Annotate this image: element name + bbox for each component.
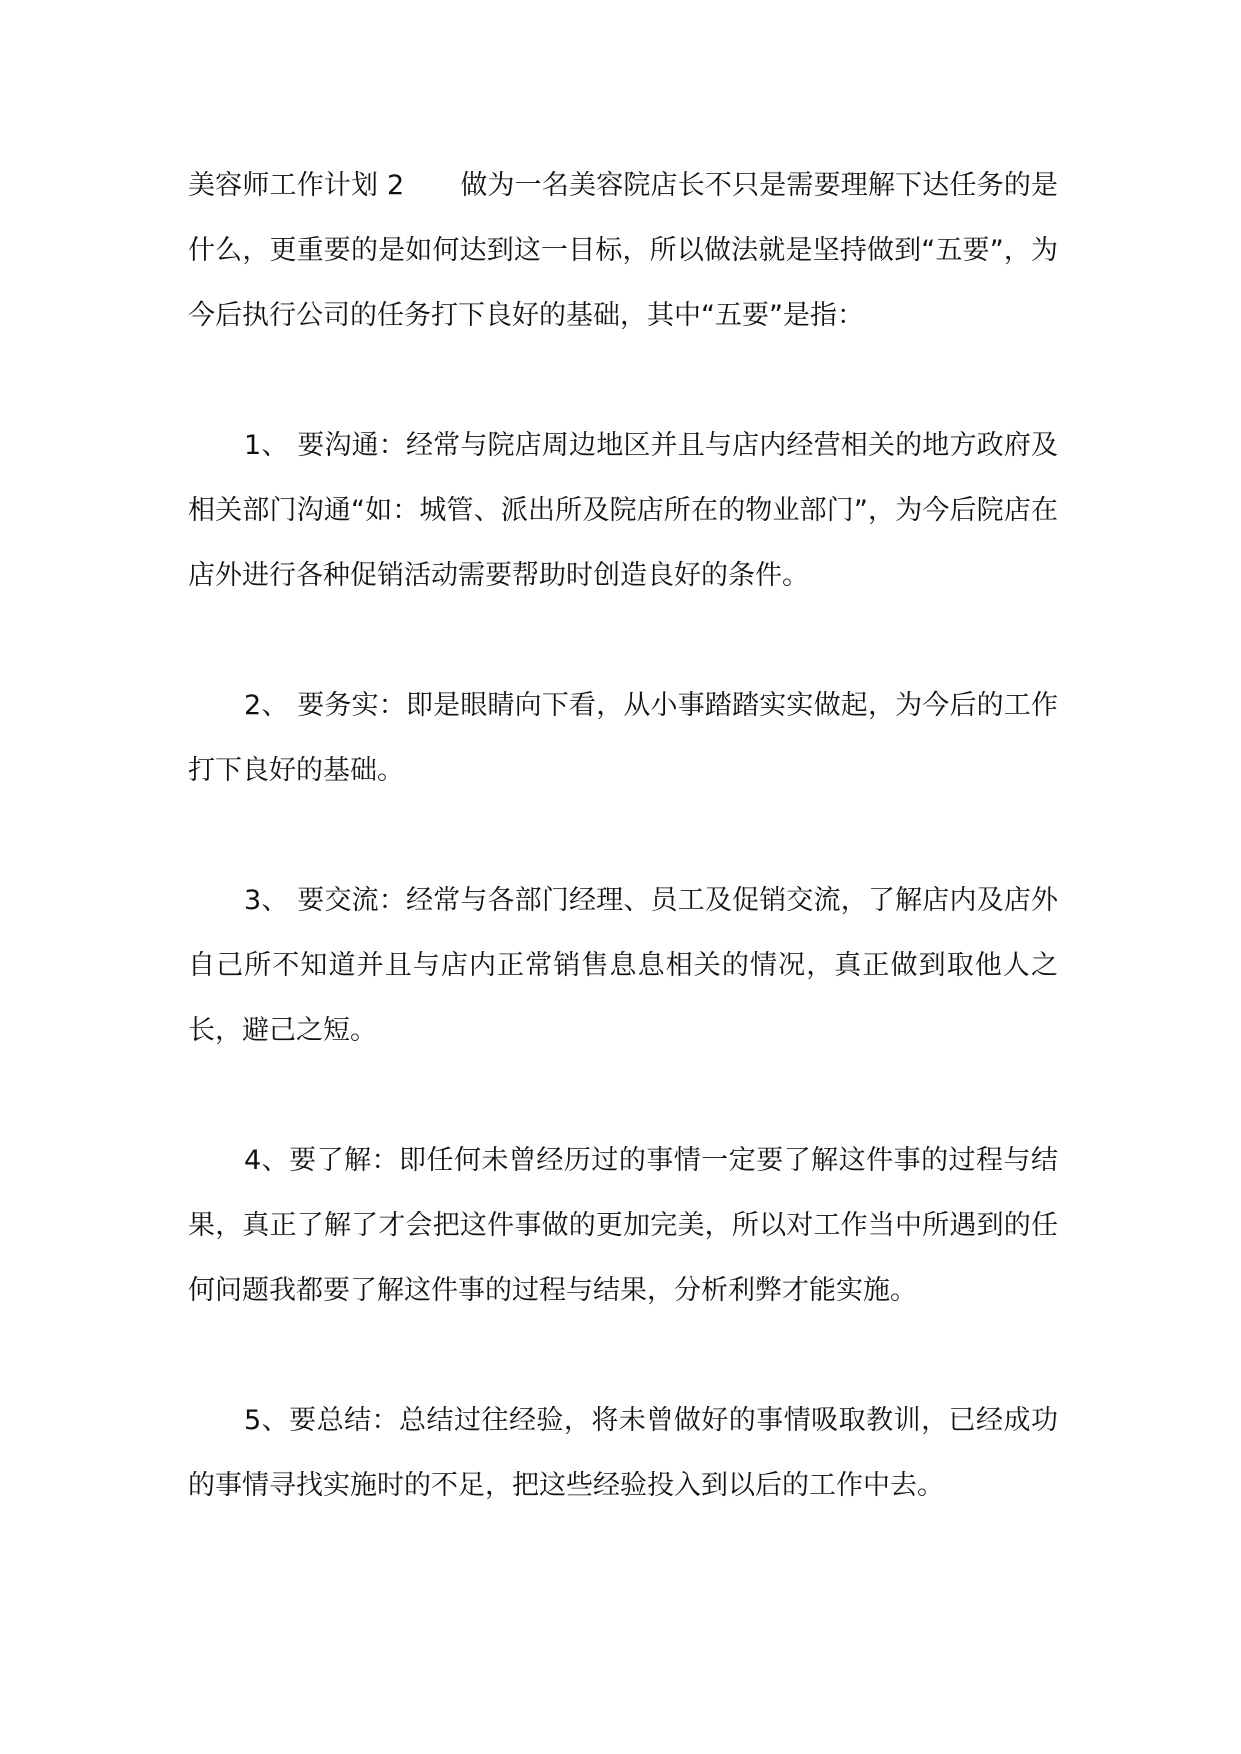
document-page [188, 153, 1058, 1583]
list-item: 1、 要沟通：经常与院店周边地区并且与店内经营相关的地方政府及相关部门沟通“如：城管、派出所及院店所在的物业部门”，为今后院店在店外进行各种促销活动需要帮助时创造良好的条件。 [188, 430, 1058, 591]
list-item: 5、要总结：总结过往经验，将未曾做好的事情吸取教训，已经成功的事情寻找实施时的不足，把这些经验投入到以后的工作中去。 [188, 1405, 1058, 1501]
intro-paragraph [188, 153, 1058, 348]
document-title: 美容师工作计划 2 [188, 170, 405, 201]
intro-text: 做为一名美容院店长不只是需要理解下达任务的是什么，更重要的是如何达到这一目标，所以做法就是坚持做到“五要”，为今后执行公司的任务打下良好的基础，其中“五要”是指： [188, 170, 1058, 331]
list-item: 4、要了解：即任何未曾经历过的事情一定要了解这件事的过程与结果，真正了解了才会把这件事做的更加完美，所以对工作当中所遇到的任何问题我都要了解这件事的过程与结果，分析利弊才能实施。 [188, 1145, 1058, 1306]
list-item: 2、 要务实：即是眼睛向下看，从小事踏踏实实做起，为今后的工作打下良好的基础。 [188, 690, 1058, 786]
list-item: 3、 要交流：经常与各部门经理、员工及促销交流，了解店内及店外自己所不知道并且与店内正常销售息息相关的情况，真正做到取他人之长，避己之短。 [188, 885, 1058, 1046]
